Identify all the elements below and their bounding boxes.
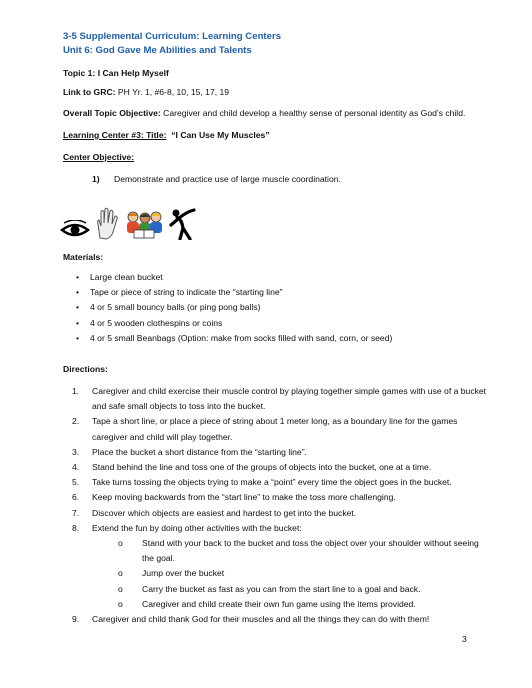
stretching-person-icon	[168, 208, 196, 240]
list-item: 7. Discover which objects are easiest and hardest to get into the bucket.	[72, 507, 357, 518]
list-item: 3. Place the bucket a short distance from the “starting line”.	[72, 446, 307, 457]
list-item: 5. Take turns tossing the objects trying to make a “point” every time the object goes in the bucket.	[72, 477, 452, 488]
learning-center-label: Learning Center #3: Title:	[63, 130, 167, 140]
extension-activities-list	[92, 536, 488, 612]
materials-heading: Materials:	[63, 252, 104, 262]
list-item: 9. Caregiver and child thank God for their muscles and all the things they can do with them!	[72, 614, 430, 625]
list-item: • Large clean bucket	[76, 272, 163, 282]
list-item: • 4 or 5 small bouncy balls (or ping pong balls)	[76, 302, 261, 313]
curriculum-title: 3-5 Supplemental Curriculum: Learning Centers	[63, 31, 282, 42]
directions-heading: Directions:	[63, 364, 108, 374]
unit-title: Unit 6: God Gave Me Abilities and Talents	[63, 45, 252, 56]
sub-list-item: o Jump over the bucket	[118, 568, 225, 579]
topic-heading: Topic 1: I Can Help Myself	[63, 68, 169, 78]
grc-value: PH Yr. 1, #6-8, 10, 15, 17, 19	[115, 87, 230, 97]
grc-link-line	[63, 87, 229, 97]
list-item: • 4 or 5 wooden clothespins or coins	[76, 317, 223, 328]
children-reading-icon	[124, 210, 164, 240]
list-item: 8. Extend the fun by doing other activities with the bucket: o Stand with your back to the bucket and toss the object over your shoulder without seeing the goal. o Jump over the bucket o Carry the bucket as fast as you can from the start line to a goal and back. o Caregiver and child create their own fun game using the items provided.	[68, 521, 488, 612]
list-item: • 4 or 5 small Beanbags (Option: make from socks filled with sand, corn, or seed)	[76, 332, 393, 343]
list-item: 2. Tape a short line, or place a piece of string about 1 meter long, as a boundary line for the games caregiver and child will play together.	[72, 416, 458, 442]
list-item: 1. Caregiver and child exercise their muscle control by playing together simple games with use of a bucket and safe small objects to toss into the bucket.	[72, 386, 487, 412]
overall-objective-label: Overall Topic Objective:	[63, 108, 161, 118]
sub-list-item: o Caregiver and child create their own fun game using the items provided.	[118, 598, 416, 609]
overall-objective-line	[63, 108, 465, 118]
page-number: 3	[462, 634, 467, 644]
sub-list-item: o Stand with your back to the bucket and toss the object over your shoulder without seeing the goal.	[118, 538, 479, 564]
list-item: 4. Stand behind the line and toss one of the groups of objects into the bucket, one at a time.	[72, 462, 432, 473]
center-objective-item	[92, 174, 341, 184]
center-objective-text: Demonstrate and practice use of large muscle coordination.	[114, 174, 341, 184]
center-objective-number: 1)	[92, 174, 100, 184]
list-item: • Tape or piece of string to indicate the “starting line”	[76, 287, 283, 298]
materials-list	[76, 270, 392, 346]
overall-objective-text: Caregiver and child develop a healthy sense of personal identity as God’s child.	[160, 108, 466, 118]
eye-icon	[60, 220, 90, 240]
center-objective-heading: Center Objective:	[63, 152, 135, 162]
directions-list	[68, 384, 488, 627]
hand-icon	[94, 206, 120, 240]
learning-style-icons	[60, 200, 196, 240]
learning-center-title-line	[63, 130, 270, 140]
learning-center-title: “I Can Use My Muscles”	[171, 130, 270, 140]
sub-list-item: o Carry the bucket as fast as you can from the start line to a goal and back.	[118, 583, 421, 594]
grc-label: Link to GRC:	[63, 87, 116, 97]
list-item: 6. Keep moving backwards from the “start line” to make the toss more challenging.	[72, 492, 396, 503]
